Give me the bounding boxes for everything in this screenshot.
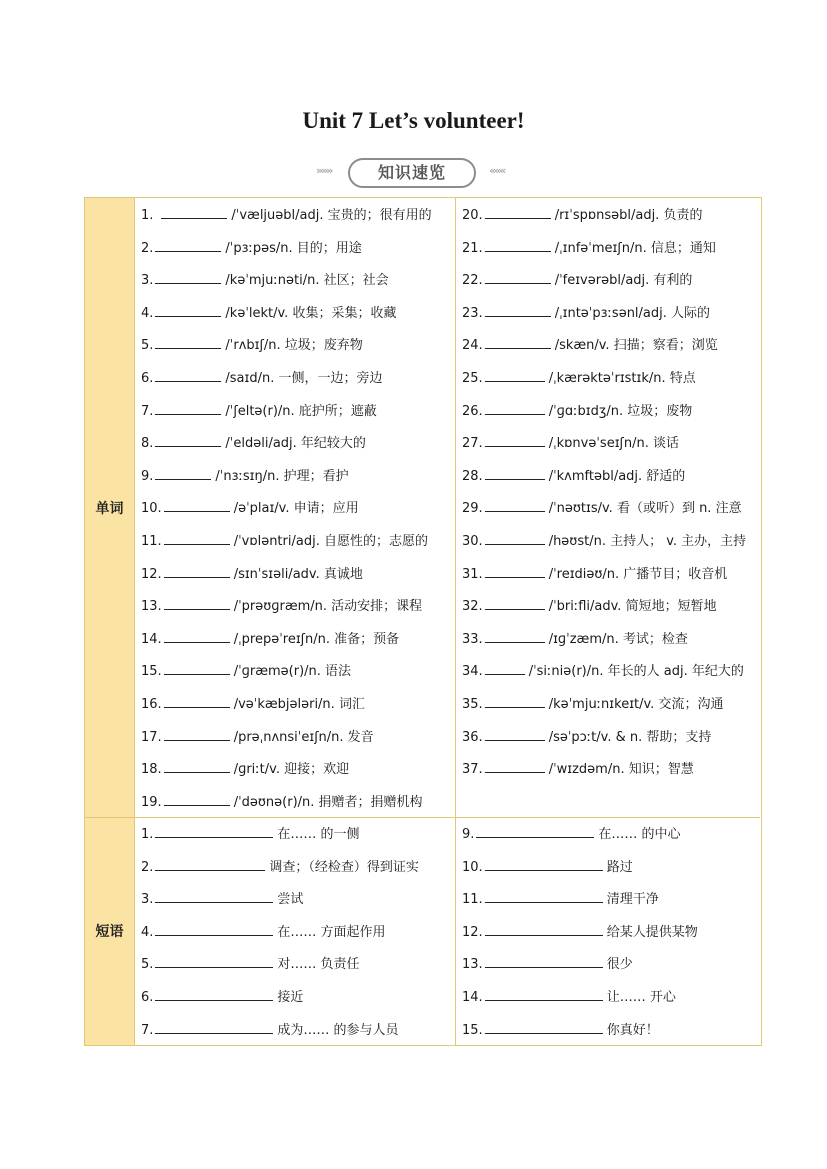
word-item [462,337,718,354]
item-text: 在…… 方面起作用 [277,924,386,940]
answer-blank[interactable] [485,631,545,643]
answer-blank[interactable] [155,370,221,382]
item-number: 28. [462,468,483,484]
word-item [141,468,349,485]
phrase-item [141,924,386,941]
item-text: 成为…… 的参与人员 [277,1022,399,1038]
answer-blank[interactable] [164,500,230,512]
right-arrows-icon: ««« [489,164,505,177]
word-item [462,403,692,420]
item-text: /ˈɡɑːbɪdʒ/n. 垃圾；废物 [548,403,693,419]
item-number: 4. [141,305,154,321]
answer-blank[interactable] [485,696,545,708]
word-item [462,500,742,517]
answer-blank[interactable] [155,956,273,968]
item-number: 31. [462,566,483,582]
word-item [462,729,711,746]
answer-blank[interactable] [155,924,273,936]
middle-column-divider [455,817,456,1045]
phrase-item [141,956,360,973]
answer-blank[interactable] [164,729,230,741]
section-banner [0,157,827,193]
answer-blank[interactable] [485,337,551,349]
phrase-item [462,989,676,1006]
item-text: /səˈpɔːt/v. & n. 帮助；支持 [548,729,712,745]
word-item [462,207,702,224]
item-number: 25. [462,371,483,386]
answer-blank[interactable] [155,403,221,415]
item-text: /ˈɡræmə(r)/n. 语法 [233,664,352,680]
answer-blank[interactable] [164,696,230,708]
word-item [141,272,389,289]
item-text: /ˈeldəli/adj. 年纪较大的 [225,436,366,452]
word-item [141,370,383,387]
phrase-item [141,891,303,908]
item-number: 29. [462,501,483,517]
item-number: 2. [141,240,154,256]
item-text: /kəˈlekt/v. 收集；采集；收藏 [225,305,397,321]
item-text: /ˈvɒləntri/adj. 自愿性的；志愿的 [233,534,428,549]
phrase-item [141,826,360,843]
item-number: 13. [462,957,483,973]
label-column-divider [134,817,135,1045]
word-item [141,435,366,452]
item-text: /ˈnɜːsɪŋ/n. 护理；看护 [215,468,349,484]
item-number: 12. [141,566,162,582]
item-number: 23. [462,305,483,321]
item-number: 10. [141,501,162,517]
item-text: /ˈvæljuəbl/adj. 宝贵的；很有用的 [231,208,432,223]
item-number: 26. [462,403,483,419]
answer-blank[interactable] [155,826,273,838]
item-text: /saɪd/n. 一侧，一边；旁边 [225,371,383,386]
answer-blank[interactable] [155,272,221,284]
word-item [462,631,688,648]
item-text: /həʊst/n. 主持人； v. 主办，主持 [548,534,747,549]
item-number: 17. [141,729,162,745]
item-text: /kəˈmjuːnəti/n. 社区；社会 [225,273,389,289]
answer-blank[interactable] [155,305,221,317]
item-text: /sɪnˈsɪəli/adv. 真诚地 [233,566,363,582]
answer-blank[interactable] [161,207,227,219]
item-number: 32. [462,599,483,615]
word-item [141,207,432,224]
answer-blank[interactable] [485,403,545,415]
answer-blank[interactable] [485,989,603,1001]
word-item [141,305,396,322]
item-number: 20. [462,208,483,223]
item-text: 给某人提供某物 [606,924,698,940]
item-text: 在…… 的中心 [598,827,681,842]
item-number: 15. [141,664,162,680]
item-number: 5. [141,957,154,973]
item-number: 1. [141,208,154,223]
phrase-item [141,989,303,1006]
item-number: 3. [141,892,154,908]
item-text: /ˈsiːniə(r)/n. 年长的人 adj. 年纪大的 [528,664,744,680]
answer-blank[interactable] [164,761,230,773]
word-item [462,566,727,583]
answer-blank[interactable] [485,533,545,545]
item-number: 30. [462,534,483,549]
phrase-item [462,859,633,876]
page-title: Unit 7 Let’s volunteer! [302,108,525,133]
word-item [141,533,428,550]
item-text: /ˌprepəˈreɪʃn/n. 准备；预备 [233,631,400,647]
word-item [141,500,359,517]
word-item [462,696,723,713]
answer-blank[interactable] [155,240,221,252]
item-number: 34. [462,664,483,680]
section-label-words: 单词 [85,198,134,817]
answer-blank[interactable] [485,566,545,578]
word-item [141,663,351,680]
item-number: 9. [141,468,154,484]
item-number: 37. [462,762,483,778]
answer-blank[interactable] [485,761,545,773]
item-number: 3. [141,273,154,289]
answer-blank[interactable] [485,956,603,968]
word-item [462,370,696,387]
item-text: /ɪɡˈzæm/n. 考试；检查 [548,631,688,647]
answer-blank[interactable] [164,566,230,578]
item-number: 16. [141,697,162,712]
item-text: 调查；（经检查）得到证实 [269,859,419,875]
answer-blank[interactable] [485,729,545,741]
item-number: 6. [141,990,154,1005]
label-column-divider [134,198,135,817]
phrase-item [141,1022,399,1039]
answer-blank[interactable] [485,468,545,480]
answer-blank[interactable] [485,240,551,252]
phrase-item [462,891,659,908]
word-item [141,761,349,778]
word-item [141,240,362,257]
phrase-item [141,859,419,876]
answer-blank[interactable] [164,533,230,545]
item-text: 你真好！ [606,1022,659,1038]
item-number: 9. [462,827,475,842]
item-number: 33. [462,631,483,647]
middle-column-divider [455,198,456,817]
word-item [141,598,422,615]
answer-blank[interactable] [155,859,265,871]
item-number: 18. [141,762,162,778]
item-text: 尝试 [277,892,304,908]
item-text: /ˈkʌmftəbl/adj. 舒适的 [548,468,686,484]
answer-blank[interactable] [485,207,551,219]
item-text: /prəˌnʌnsiˈeɪʃn/n. 发音 [233,729,374,745]
item-text: 接近 [277,990,304,1005]
item-text: 路过 [606,859,633,875]
answer-blank[interactable] [485,305,551,317]
item-number: 11. [141,534,162,549]
word-item [462,435,679,452]
word-item [462,305,710,322]
word-item [462,598,717,615]
item-text: /ˈnəʊtɪs/v. 看（或听）到 n. 注意 [548,501,742,517]
item-number: 2. [141,859,154,875]
item-number: 22. [462,273,483,289]
section-label-phrases: 短语 [85,817,134,1045]
answer-blank[interactable] [485,1022,603,1034]
item-number: 24. [462,338,483,354]
answer-blank[interactable] [485,500,545,512]
item-number: 1. [141,827,154,842]
answer-blank[interactable] [485,859,603,871]
item-number: 21. [462,240,483,256]
item-text: /ˈreɪdiəʊ/n. 广播节目；收音机 [548,566,728,582]
word-item [141,794,423,811]
word-item [141,403,377,420]
item-text: /ˈfeɪvərəbl/adj. 有利的 [554,273,693,289]
answer-blank[interactable] [485,598,545,610]
item-text: 很少 [606,957,633,973]
item-number: 14. [141,631,162,647]
item-number: 19. [141,794,162,810]
item-text: 让…… 开心 [606,990,676,1005]
item-number: 7. [141,403,154,419]
word-item [141,631,399,648]
item-number: 13. [141,599,162,615]
item-text: /ˌkɒnvəˈseɪʃn/n. 谈话 [548,436,680,452]
item-text: /əˈplaɪ/v. 申请；应用 [233,501,359,517]
item-text: /ˈdəʊnə(r)/n. 捐赠者；捐赠机构 [233,794,423,810]
item-text: 对…… 负责任 [277,957,360,973]
item-number: 12. [462,924,483,940]
phrase-item [462,924,698,941]
item-text: /ˈbriːfli/adv. 简短地；短暂地 [548,599,717,615]
item-text: /ˈwɪzdəm/n. 知识；智慧 [548,762,694,778]
answer-blank[interactable] [155,468,211,480]
answer-blank[interactable] [155,989,273,1001]
item-text: /ˌɪntəˈpɜːsənl/adj. 人际的 [554,305,711,321]
answer-blank[interactable] [155,337,221,349]
answer-blank[interactable] [164,663,230,675]
answer-blank[interactable] [155,435,221,447]
word-item [462,272,692,289]
banner-label: 知识速览 [377,163,446,182]
word-item [462,468,685,485]
item-text: /ˈprəʊɡræm/n. 活动安排；课程 [233,599,423,615]
item-text: /ˈʃeltə(r)/n. 庇护所；遮蔽 [225,403,377,419]
answer-blank[interactable] [155,1022,273,1034]
answer-blank[interactable] [485,435,545,447]
word-item [462,240,716,257]
item-text: /vəˈkæbjələri/n. 词汇 [233,697,365,712]
answer-blank[interactable] [485,891,603,903]
word-item [141,337,363,354]
item-number: 27. [462,436,483,452]
item-number: 10. [462,859,483,875]
word-item [462,663,744,680]
word-item [462,761,694,778]
item-number: 11. [462,892,483,908]
answer-blank[interactable] [164,631,230,643]
item-number: 7. [141,1022,154,1038]
answer-blank[interactable] [164,794,230,806]
answer-blank[interactable] [485,663,525,675]
item-text: /ˈrʌbɪʃ/n. 垃圾；废弃物 [225,338,363,354]
answer-blank[interactable] [485,924,603,936]
item-text: /ˌɪnfəˈmeɪʃn/n. 信息；通知 [554,240,716,256]
item-text: /rɪˈspɒnsəbl/adj. 负责的 [554,208,703,223]
item-text: /skæn/v. 扫描；察看；浏览 [554,338,718,354]
item-number: 35. [462,697,483,712]
item-number: 8. [141,436,154,452]
item-text: /ˌkærəktəˈrɪstɪk/n. 特点 [548,371,696,386]
answer-blank[interactable] [485,370,545,382]
item-text: 清理干净 [606,892,659,908]
section-divider [85,817,760,818]
answer-blank[interactable] [485,272,551,284]
phrase-item [462,826,681,843]
word-item [141,696,365,713]
item-text: /kəˈmjuːnɪkeɪt/v. 交流；沟通 [548,697,724,712]
word-item [462,533,746,550]
word-item [141,729,374,746]
item-text: /ɡriːt/v. 迎接；欢迎 [233,762,350,778]
word-item [141,566,363,583]
item-number: 6. [141,371,154,386]
phrase-item [462,956,633,973]
answer-blank[interactable] [164,598,230,610]
vocabulary-table [84,197,762,1046]
item-number: 14. [462,990,483,1005]
phrase-item [462,1022,659,1039]
item-number: 4. [141,924,154,940]
left-arrows-icon: »»» [316,164,332,177]
answer-blank[interactable] [476,826,594,838]
item-number: 36. [462,729,483,745]
answer-blank[interactable] [155,891,273,903]
item-text: /ˈpɜːpəs/n. 目的；用途 [225,240,362,256]
item-text: 在…… 的一侧 [277,827,360,842]
item-number: 15. [462,1022,483,1038]
item-number: 5. [141,338,154,354]
